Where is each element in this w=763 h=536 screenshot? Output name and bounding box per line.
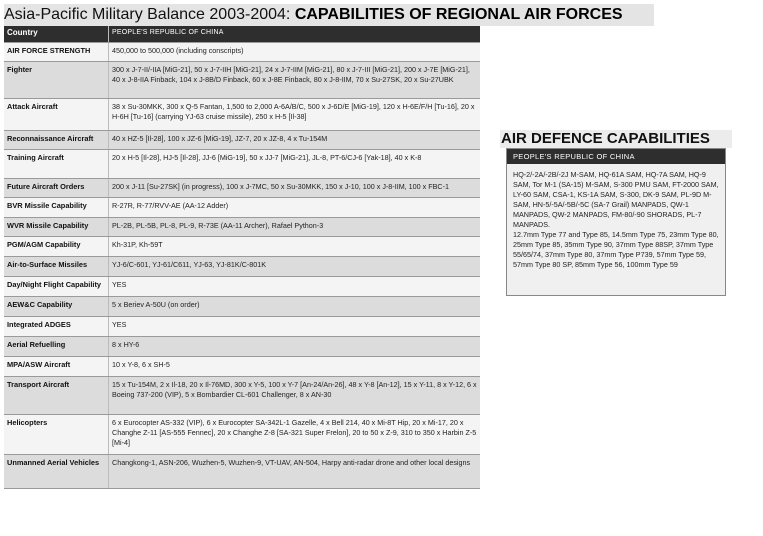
row-label: Reconnaissance Aircraft <box>4 131 109 150</box>
table-row <box>4 317 480 337</box>
table-row <box>4 62 480 99</box>
header-country: PEOPLE'S REPUBLIC OF CHINA <box>109 26 481 43</box>
table-row <box>4 415 480 455</box>
row-value: Changkong-1, ASN-206, Wuzhen-5, Wuzhen-9, VT-UAV, AN-504, Harpy anti-radar drone and other local designs <box>109 455 481 489</box>
row-value: R-27R, R-77/RVV-AE (AA-12 Adder) <box>109 198 481 218</box>
table-row <box>4 337 480 357</box>
row-label: Day/Night Flight Capability <box>4 277 109 297</box>
row-value: 38 x Su-30MKK, 300 x Q-5 Fantan, 1,500 to 2,000 A-6A/B/C, 500 x J-6D/E [MiG-19], 120 x H-6E/F/H [Tu-16], 20 x H-6H [Tu-16] (carrying YJ-63 cruise missile), 250 x H-5 [Il-38] <box>109 99 481 131</box>
air-defence-heading: AIR DEFENCE CAPABILITIES <box>500 130 732 148</box>
row-value: YES <box>109 317 481 337</box>
row-value: Kh-31P, Kh-59T <box>109 237 481 257</box>
air-defence-box <box>506 148 726 296</box>
row-label: MPA/ASW Aircraft <box>4 357 109 377</box>
row-label: PGM/AGM Capability <box>4 237 109 257</box>
table-row <box>4 131 480 150</box>
row-label: Helicopters <box>4 415 109 455</box>
title-prefix: Asia-Pacific Military Balance 2003-2004: <box>4 6 291 23</box>
air-defence-guns: 12.7mm Type 77 and Type 85, 14.5mm Type 75, 23mm Type 80, 25mm Type 85, 35mm Type 90, 37mm Type 88SP, 37mm Type 55/65/74, 37mm Type 80, 37mm Type P739, 57mm Type 59, 57mm Type 80 SP, 85mm Type 56, 100mm Type 59 <box>513 230 719 269</box>
row-value: 10 x Y-8, 6 x SH-5 <box>109 357 481 377</box>
table-row <box>4 377 480 415</box>
row-value: 200 x J-11 [Su-27SK] (in progress), 100 x J-7MC, 50 x Su-30MKK, 150 x J-10, 100 x J-8-IIM, 100 x FBC-1 <box>109 179 481 198</box>
row-value: YJ-6/C-601, YJ-61/C611, YJ-63, YJ-81K/C-801K <box>109 257 481 277</box>
row-value: 40 x HZ-5 [Il-28], 100 x JZ-6 [MiG-19], JZ-7, 20 x JZ-8, 4 x Tu-154M <box>109 131 481 150</box>
row-label: Fighter <box>4 62 109 99</box>
table-header-row <box>4 26 480 43</box>
row-label: Attack Aircraft <box>4 99 109 131</box>
row-label: Integrated ADGES <box>4 317 109 337</box>
table-row <box>4 237 480 257</box>
row-label: AEW&C Capability <box>4 297 109 317</box>
row-value: 5 x Beriev A-50U (on order) <box>109 297 481 317</box>
row-label: Air-to-Surface Missiles <box>4 257 109 277</box>
air-defence-missiles: HQ-2/-2A/-2B/-2J M-SAM, HQ-61A SAM, HQ-7A SAM, HQ-9 SAM, Tor M-1 (SA-15) M-SAM, S-300 PMU SAM, FT-2000 SAM, LY-60 SAM, CSA-1, KS-1A SAM, S-300, DK-9 SAM, PL-9D M-SAM, HN-5/-5A/-5B/-5C (SA-7 Grail) MANPADS, QW-1 MANPADS, QW-2 MANPADS, FM-80/-90 SHORADS, PL-7 MANPADS. <box>513 170 719 229</box>
row-value: 300 x J-7-II/-IIA [MiG-21], 50 x J-7-IIH [MiG-21], 24 x J-7-IIM [MiG-21], 80 x J-7-III [MiG-21], 200 x J-7E [MiG-21], 40 x J-8-IIA Finback, 104 x J-8B/D Finback, 60 x J-8E Finback, 80 x J-8-IIM, 70 x Su-27SK, 20 x Su-27UBK <box>109 62 481 99</box>
row-value: 8 x HY-6 <box>109 337 481 357</box>
row-value: 20 x H-5 [Il-28], HJ-5 [Il-28], JJ-6 [MiG-19], 50 x JJ-7 [MiG-21], JL-8, PT-6/CJ-6 [Yak-18], 40 x K-8 <box>109 150 481 179</box>
row-label: WVR Missile Capability <box>4 218 109 237</box>
title-main: CAPABILITIES OF REGIONAL AIR FORCES <box>294 6 623 23</box>
table-row <box>4 257 480 277</box>
table-row <box>4 218 480 237</box>
air-defence-panel <box>500 130 732 296</box>
table-row <box>4 198 480 218</box>
table-row <box>4 43 480 62</box>
row-label: Aerial Refuelling <box>4 337 109 357</box>
row-label: Future Aircraft Orders <box>4 179 109 198</box>
row-label: Transport Aircraft <box>4 377 109 415</box>
row-value: YES <box>109 277 481 297</box>
row-label: Training Aircraft <box>4 150 109 179</box>
table-row <box>4 357 480 377</box>
row-value: 450,000 to 500,000 (including conscripts) <box>109 43 481 62</box>
table-row <box>4 99 480 131</box>
row-value: 15 x Tu-154M, 2 x Il-18, 20 x Il-76MD, 300 x Y-5, 100 x Y-7 [An-24/An-26], 48 x Y-8 [An-12], 15 x Y-11, 8 x Y-12, 6 x Boeing 737-200 (VIP), 5 x Bombardier CL-601 Challenger, 8 x AN-30 <box>109 377 481 415</box>
table-row <box>4 179 480 198</box>
page-title <box>4 4 654 26</box>
row-label: AIR FORCE STRENGTH <box>4 43 109 62</box>
row-value: PL-2B, PL-5B, PL-8, PL-9, R-73E (AA-11 Archer), Rafael Python-3 <box>109 218 481 237</box>
air-forces-table <box>4 26 480 489</box>
table-row <box>4 150 480 179</box>
table-row <box>4 297 480 317</box>
row-label: Unmanned Aerial Vehicles <box>4 455 109 489</box>
row-value: 6 x Eurocopter AS-332 (VIP), 6 x Eurocopter SA-342L-1 Gazelle, 4 x Bell 214, 40 x Mi-8T Hip, 20 x Mi-17, 20 x Changhe Z-11 [AS-555 Fennec], 20 x Changhe Z-8 [SA-321 Super Frelon], 20 to 50 x Z-9, 310 to 350 x Harbin Z-5 [Mi-4] <box>109 415 481 455</box>
row-label: BVR Missile Capability <box>4 198 109 218</box>
air-defence-country: PEOPLE'S REPUBLIC OF CHINA <box>507 149 725 164</box>
table-row <box>4 455 480 489</box>
table-row <box>4 277 480 297</box>
header-label: Country <box>4 26 109 43</box>
